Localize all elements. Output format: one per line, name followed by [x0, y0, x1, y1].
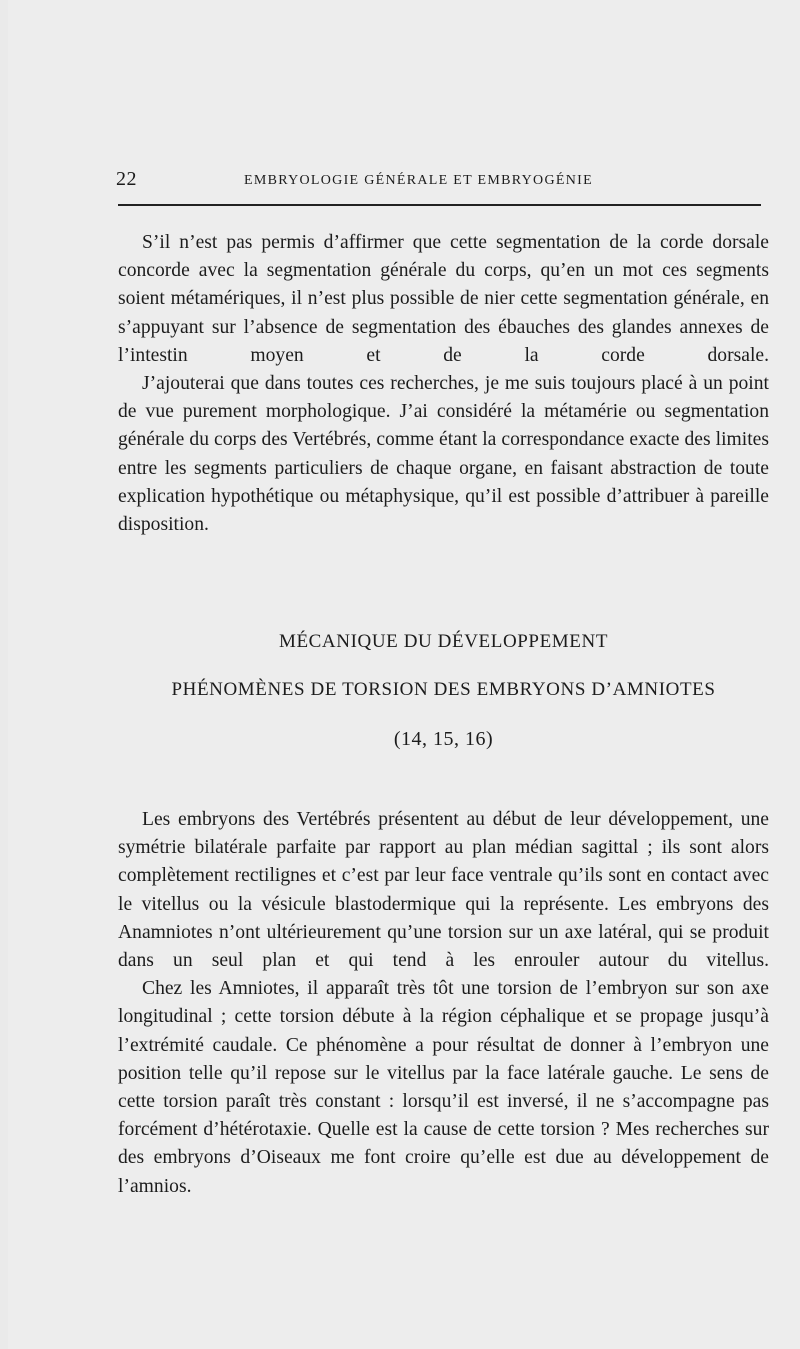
section-text-2 [118, 806, 769, 1201]
page-number: 22 [116, 168, 137, 190]
running-title: EMBRYOLOGIE GÉNÉRALE ET EMBRYOGÉNIE [244, 173, 593, 188]
paragraph: S’il n’est pas permis d’affirmer que cette segmentation de la corde dorsale concorde avec la segmentation générale du corps, qu’en un mot ces segments soient métamériques, il n’est plus possible de nier cette segmentation générale, en s’appuyant sur l’absence de segmentation des ébauches des glandes annexes de l’intestin moyen et de la corde dorsale. [118, 232, 769, 366]
section-text-1 [118, 229, 769, 539]
header-rule [118, 204, 761, 206]
paragraph: Chez les Amniotes, il apparaît très tôt une torsion de l’embryon sur son axe longitudinal ; cette torsion débute à la région céphalique et se propage jusqu’à l’extrémité caudale. Ce phénomène a pour résultat de donner à l’embryon une position telle qu’il repose sur le vitellus par la face latérale gauche. Le sens de cette torsion paraît très constant : lorsqu’il est inversé, il ne s’accompagne pas forcément d’hétérotaxie. Quelle est la cause de cette torsion ? Mes recherches sur des embryons d’Oiseaux me font croire qu’elle est due au développement de l’amnios. [118, 978, 769, 1197]
paragraph: Les embryons des Vertébrés présentent au début de leur développement, une symétrie bilatérale parfaite par rapport au plan médian sagittal ; ils sont alors complètement rectilignes et c’est par leur face ventrale qu’ils sont en contact avec le vitellus ou la vésicule blastodermique qui la représente. Les embryons des Anamniotes n’ont ultérieurement qu’une torsion sur un axe latéral, qui se produit dans un seul plan et qui tend à les enrouler autour du vitellus. [118, 809, 769, 972]
chapter-references: (14, 15, 16) [393, 728, 494, 750]
chapter-title: MÉCANIQUE DU DÉVELOPPEMENT [278, 631, 609, 652]
chapter-subtitle: PHÉNOMÈNES DE TORSION DES EMBRYONS D’AMNIOTES [171, 679, 716, 700]
page-header [116, 168, 761, 192]
paragraph: J’ajouterai que dans toutes ces recherches, je me suis toujours placé à un point de vue purement morphologique. J’ai considéré la métamérie ou segmentation générale du corps des Vertébrés, comme étant la correspondance exacte des limites entre les segments particuliers de chaque organe, en faisant abstraction de toute explication hypothétique ou métaphysique, qu’il est possible d’attribuer à pareille disposition. [118, 373, 769, 536]
